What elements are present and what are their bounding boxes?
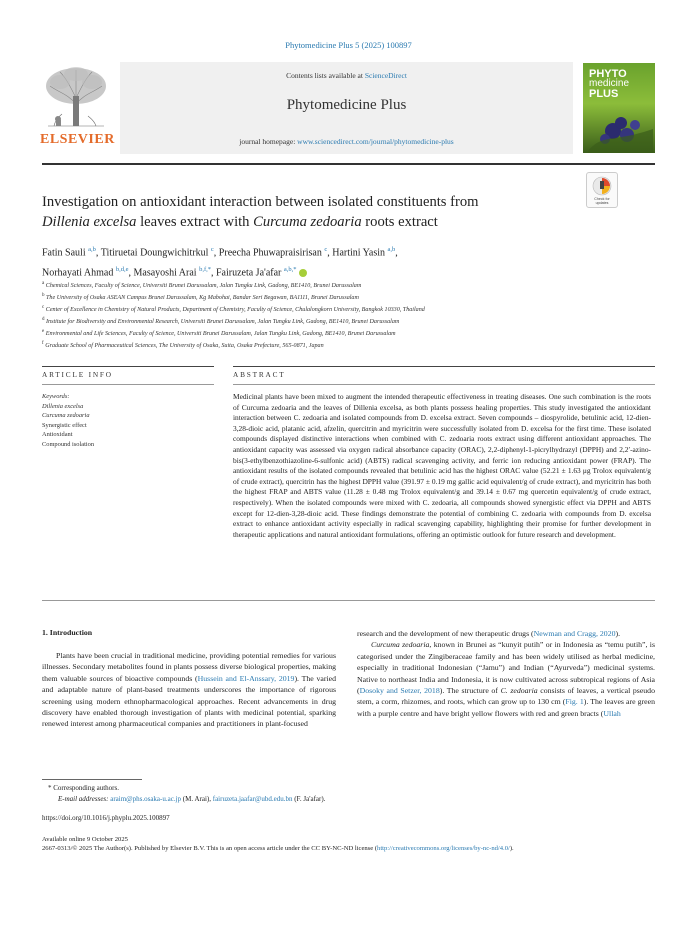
abstract-divider [42, 600, 655, 601]
author-list: Fatin Sauli $^{a,b}$, Titiruetai Doungwichitrkul $^c$, Preecha Phuwapraisirisan $^c$, Hartini Yasin $^{a,b}$, Norhayati Ahmad $^{b,d,e}$, Masayoshi Arai $^{b,f,*}$, Fairuzeta Ja'afar $^{a,b,*}$ [42, 246, 398, 279]
author-name[interactable]: Fatin Sauli [42, 247, 86, 259]
author-name[interactable]: Hartini Yasin [332, 247, 386, 259]
author-affiliation-marker[interactable]: a,b,* [283, 266, 297, 274]
email-link[interactable]: araim@phs.osaka-u.ac.jp [110, 795, 182, 803]
cover-line-3: PLUS [589, 88, 619, 100]
article-info-rule-bottom [42, 384, 214, 385]
author-name[interactable]: Masayoshi Arai [133, 267, 197, 279]
author-name[interactable]: Fairuzeta Ja'afar [215, 267, 282, 279]
available-online-date: Available online 9 October 2025 [42, 836, 128, 843]
affiliation-text: Center of Excellence in Chemistry of Natural Products, Department of Chemistry, Faculty of Science, Chulalongkorn University, Bangkok 10330, Thailand [45, 307, 425, 314]
abstract-text: Medicinal plants have been mixed to augment the intended therapeutic effectiveness in treating diseases. One such combination is the roots of Curcuma zedoaria and the leaves of Dillenia excelsa, as both plants possess healing properties. This study investigated the antioxidant interaction between C. zedoaria and isolated compounds from D. excelsa extract. Seven compounds – diospyrolide, betulinic acid, 12-dien-3,28-dioic acid, platanic acid, afzelin, quercitrin and myricitrin were successfully isolated from D. excelsa for the first time. These isolated compounds displayed distinctive interactions when combined with C. zedoaria roots extract using different antioxidant approaches. The antioxidant capacity was assessed via oxygen radical absorbance capacity (ORAC), 2,2-diphenyl-1-picrylhydrazyl (DPPH) and 2,2′-azino-bis(3-ethylbenzothiazoline-6-sulfonic acid) (ABTS) radical scavenging activity, and ferric ion reducing antioxidant power (FRAP). The antioxidant results of the isolated compounds revealed that betulinic acid has the highest ORAC value (52.21 ± 1.63 μg Trolox equivalent/g of crude extract), quercitrin has the highest DPPH value (391.97 ± 0.19 mg gallic acid equivalent/g of crude extract), and myricitrin has both the highest FRAP and ABTS value (11.28 ± 0.48 mg Trolox equivalent/g and 39.14 ± 0.67 mg quercetin equivalent/g of crude extract, respectively). When the isolated compounds were mixed with C. zedoaria, all compounds showed synergistic effect via DPPH and ABTS except for 12-dien-3,28-dioic acid. These findings demonstrate the potential of combining C. zedoaria with compounds from D. excelsa extract to enhance antioxidant activity especially in radical scavenging capability, highlighting their promise for further development in therapeutic applications and natural antioxidant formulations, offering an optimistic outlook for future research and development. [233, 392, 651, 539]
affiliation-item [42, 339, 652, 351]
affiliation-item [42, 315, 652, 327]
cover-line-2: medicine [589, 78, 630, 89]
email-owner: (F. Ja'afar). [292, 795, 326, 803]
intro-text: consists of leaves, a vertical pseudo stem, a corm, rhizomes, and roots, which can grow up to 130 cm ( [357, 686, 655, 707]
journal-reference[interactable]: Phytomedicine Plus 5 (2025) 100897 [285, 40, 412, 50]
email-owner: (M. Arai), [181, 795, 213, 803]
keyword-item: Dillenia excelsa [42, 402, 84, 410]
homepage-link[interactable]: www.sciencedirect.com/journal/phytomedicine-plus [297, 137, 454, 146]
affiliation-marker: b [42, 293, 45, 299]
affiliation-item [42, 291, 652, 303]
check-updates-icon [587, 173, 617, 207]
author-affiliation-marker[interactable]: c [324, 246, 328, 253]
footnote-rule [42, 779, 142, 780]
affiliation-marker: f [42, 341, 44, 347]
homepage-line [120, 137, 573, 146]
journal-cover-image[interactable] [583, 63, 655, 153]
article-info-rule-top [42, 366, 214, 367]
intro-text: research and the development of new therapeutic drugs ( [357, 629, 534, 638]
author-affiliation-marker[interactable]: a,b [88, 246, 96, 253]
license-link[interactable]: http://creativecommons.org/licenses/by-nc-nd/4.0/ [377, 845, 510, 852]
affiliation-text: Environmental and Life Sciences, Faculty of Science, Universiti Brunei Darussalam, Jalan Tungku Link, Gadong, BE1410, Brunei Darussalam [45, 331, 396, 338]
affiliation-marker: e [42, 329, 45, 335]
title-part-2: leaves extract with [136, 214, 254, 230]
abstract-rule-bottom [233, 384, 655, 385]
title-italic-2: Curcuma zedoaria [253, 214, 362, 230]
citation-link[interactable]: Ullah [603, 708, 621, 718]
cover-title [589, 69, 629, 99]
citation-link[interactable]: Hussein and El-Anssary, 2019 [197, 673, 295, 683]
author-affiliation-marker[interactable]: b,f,* [199, 266, 211, 274]
species-name: Curcuma zedoaria [371, 640, 430, 650]
citation-link[interactable]: Dosoky and Setzer, 2018 [359, 686, 440, 696]
article-info-heading: ARTICLE INFO [42, 370, 113, 379]
intro-right-paragraph-1 [357, 628, 655, 639]
title-part-3: roots extract [361, 214, 438, 230]
author-name[interactable]: Preecha Phuwapraisirisan [218, 247, 322, 259]
keyword-item: Curcuma zedoaria [42, 412, 90, 420]
intro-text: ). The structure of [439, 686, 501, 696]
intro-right-column [357, 628, 655, 719]
contents-line [120, 71, 573, 80]
introduction-heading: 1. Introduction [42, 628, 93, 637]
author-affiliation-marker[interactable]: c [210, 246, 214, 253]
title-italic-1: Dillenia excelsa [42, 214, 137, 230]
sciencedirect-link[interactable]: ScienceDirect [364, 71, 407, 80]
figure-link[interactable]: Fig. 1 [565, 697, 584, 707]
author-name[interactable]: Norhayati Ahmad [42, 267, 114, 279]
abstract-heading: ABSTRACT [233, 370, 286, 379]
check-for-updates-button[interactable] [586, 172, 618, 208]
license-line [42, 844, 655, 854]
intro-text: ). [615, 629, 621, 638]
intro-text: Plants have been crucial in traditional medicine, providing potential remedies for various illnesses. Secondary metabolites found in plants possess diverse biological properties, making them valuable sources of bioactive compounds ( [42, 651, 336, 683]
intro-right-paragraph-2 [357, 639, 655, 719]
affiliation-text: The University of Osaka ASEAN Campus Brunei Darussalam, Kg Mabohai, Bandar Seri Begawan, BA1111, Brunei Darussalam [46, 295, 359, 302]
affiliation-item [42, 327, 652, 339]
license-text: 2667-0313/© 2025 The Author(s). Published by Elsevier B.V. This is an open access article under the CC BY-NC-ND license ( [42, 845, 378, 852]
intro-text: ). The varied and adaptable nature of plant-based treatments underscores the importance of rigorous screening using modern ethnopharmacological approaches. Recent advancements in drug discovery have enabled thorough investigation of plants with medicinal potential, sparking renewed interest among pharmaceutical companies and practitioners in plant-focused [42, 673, 337, 729]
title-part-1: Investigation on antioxidant interaction between isolated constituents from [42, 194, 479, 210]
keywords-box [42, 392, 212, 450]
cover-line-1: PHYTO [589, 68, 627, 80]
corresponding-authors-note: * Corresponding authors. [48, 784, 119, 792]
species-name: C. zedoaria [500, 686, 538, 696]
affiliation-item [42, 303, 652, 315]
journal-name: Phytomedicine Plus [286, 97, 407, 113]
svg-text:updates: updates [595, 201, 609, 205]
orcid-icon[interactable] [299, 269, 307, 277]
doi-link[interactable]: https://doi.org/10.1016/j.phyplu.2025.100897 [42, 814, 170, 822]
affiliation-text: Chemical Sciences, Faculty of Science, Universiti Brunei Darussalam, Jalan Tungku Link, Gadong, BE1410, Brunei Darussalam [45, 283, 362, 290]
intro-text: , known in Brunei as “kunyit putih” or in Indonesia as “temu putih”, is categorised under the Zingiberaceae family and has been widely utilised as herbal medicine, especially in traditional Indonesian (“Jamu”) and Indian (“Ayurveda”) medicinal systems. Native to northeast India and Indonesia, it is now cultivated across subtropical regions of Asia ( [357, 640, 655, 696]
email-label: E-mail addresses: [58, 795, 111, 803]
license-text: ). [509, 845, 514, 852]
author-name[interactable]: Titiruetai Doungwichitrkul [100, 247, 209, 259]
intro-text: ). The leaves are green with a purple centre and have bright yellow flowers with red and green bracts ( [357, 697, 655, 718]
email-line [58, 794, 325, 804]
svg-text:Check for: Check for [594, 197, 610, 201]
affiliations-list [42, 279, 652, 351]
affiliation-marker: c [42, 305, 45, 311]
affiliation-text: Institute for Biodiversity and Environmental Research, Universiti Brunei Darussalam, Jalan Tungku Link, Gadong, BE1410, Brunei Darussalam [46, 319, 400, 326]
keyword-item: Synergistic effect [42, 421, 87, 429]
keywords-label: Keywords: [42, 393, 70, 400]
affiliation-text: Graduate School of Pharmaceutical Sciences, The University of Osaka, Suita, Osaka Prefecture, 565-0871, Japan [45, 343, 324, 350]
citation-link[interactable]: Newman and Cragg, 2020 [533, 629, 616, 638]
affiliation-marker: a [42, 281, 45, 286]
abstract-rule-top [233, 366, 655, 367]
keyword-item: Compound isolation [42, 440, 95, 448]
email-link[interactable]: fairuzeta.jaafar@ubd.edu.bn [212, 795, 293, 803]
author-affiliation-marker[interactable]: b,d,e [115, 266, 129, 274]
intro-left-paragraph [42, 650, 336, 730]
affiliation-marker: d [42, 317, 45, 323]
contents-prefix: Contents lists available at [286, 71, 365, 80]
affiliation-item [42, 279, 652, 291]
homepage-prefix: journal homepage: [239, 137, 298, 146]
author-affiliation-marker[interactable]: a,b [387, 246, 396, 253]
publisher-logo-text: ELSEVIER [40, 132, 115, 147]
keyword-item: Antioxidant [42, 431, 73, 439]
header-divider [42, 163, 655, 165]
article-title [42, 192, 582, 232]
